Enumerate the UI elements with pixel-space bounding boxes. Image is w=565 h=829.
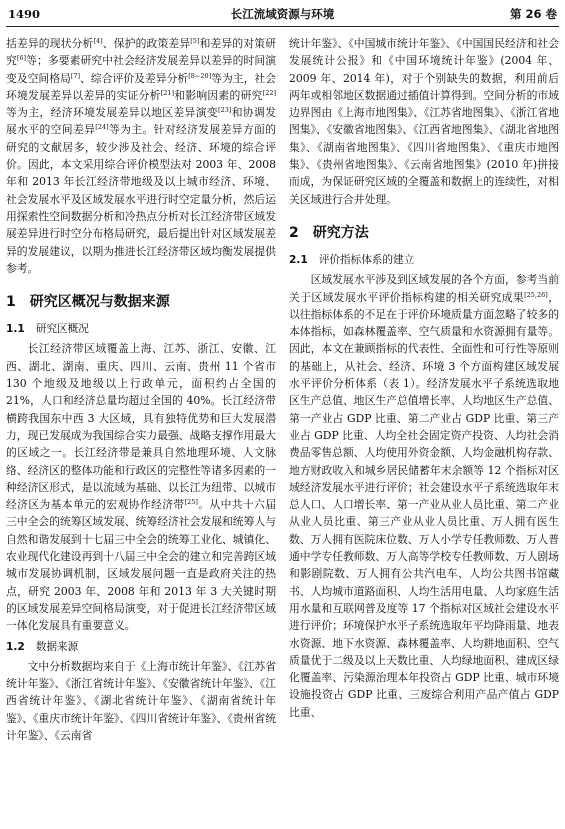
text-run: 、保护的政策差异 <box>102 37 191 50</box>
citation-marker: [21] <box>160 88 175 97</box>
text-run: 统计年鉴》、《中国城市统计年鉴》、《中国国民经济和社会发展统计公报》和《中国环境统计年鉴》(2004 年、2009 年、2014 年)，对于个别缺失的数据，利用前后两年或相邻地区数据通过插值计算得到。空间分析的市域边界图由《上海市地图集》、《江苏省地图集》、《浙江省地图集》、《安徽省地图集》、《江西省地图集》、《湖北省地图集》、《湖南省地图集》、《四川省地图集》、《重庆市地图集》、《贵州省地图集》、《云南省地图集》(2010 年)拼接而成，为保证研究区域的全覆盖和数据上的连续性，对相关区域进行合并处理。 <box>289 37 559 206</box>
citation-marker: [6] <box>16 54 27 63</box>
text-run: 文中分析数据均来自于《上海市统计年鉴》、《江苏省统计年鉴》、《浙江省统计年鉴》、《安徽省统计年鉴》、《江西省统计年鉴》、《湖北省统计年鉴》、《湖南省统计年鉴》、《重庆市统计年鉴》、《四川省统计年鉴》、《贵州省统计年鉴》、《云南省 <box>6 659 276 742</box>
section-2-heading: 2 研究方法 <box>289 224 369 241</box>
citation-marker: [25] <box>184 498 198 507</box>
text-run: 。从中共十六届三中全会的统筹区域发展、统筹经济社会发展和统筹人与自然和谐发展到十七届三中全会的统筹工业化、城镇化、农业现代化建设再到十八届三中全会的建立和完善跨区域城市发展协调机制，区域发展问题一直是政府关注的热点，研究 2003 年、2008 年和 2013 年 3 大关键时期的区域发展差异空间格局演变，对于促进长江经济带区域一体化发展具有重要意义。 <box>6 498 276 633</box>
subsection-number: 2.1 <box>289 253 308 266</box>
text-run: 区域发展水平涉及到区域发展的各个方面，参考当前关于区域发展水平评价指标构建的相关研究成果 <box>289 273 559 304</box>
subsection-title: 数据来源 <box>35 640 79 653</box>
left-column <box>6 35 276 825</box>
subsection-1-2-heading <box>6 639 276 656</box>
subsection-1-1-heading <box>6 321 276 338</box>
indicator-system-paragraph <box>289 271 559 721</box>
subsection-title: 评价指标体系的建立 <box>318 253 415 266</box>
page-header <box>8 4 557 24</box>
text-run: 括差异的现状分析 <box>6 37 94 50</box>
text-run: 和差异的对策研究 <box>6 37 276 68</box>
text-run: 等为主，经济环境发展差异以地区差异演变 <box>6 106 219 120</box>
text-run: 和影响因素的研究 <box>174 88 263 102</box>
subsection-number: 1.1 <box>6 323 25 336</box>
text-run: 等；多要素研究中社会经济发展差异以差异的时间演变及空间格局 <box>6 54 276 85</box>
citation-marker: [23] <box>218 106 232 115</box>
intro-paragraph <box>6 35 276 277</box>
data-source-continued-paragraph <box>289 35 559 208</box>
study-area-paragraph <box>6 340 276 634</box>
text-run: 和协调发展水平的空间差异 <box>6 106 276 137</box>
text-run: 等为主。针对经济发展差异方面的研究的文献居多，较少涉及社会、经济、环境的综合评价。因此，本文采用综合评价模型法对 2003 年、2008 年和 2013 年长江经济带地级及以上城市经济、环境、社会发展水平及区域发展水平进行时空定量分析，然后运用探索性空间数据分析和冷热点分析对长江经济带区域发展差异进行时空分布格局研究，最后提出针对区域发展差异的发展建议，以期为推进长江经济带区域均衡发展提供参考。 <box>6 123 276 275</box>
citation-marker: [25,26] <box>524 290 548 299</box>
page-number: 1490 <box>8 7 41 21</box>
text-run: 、综合评价及差异分析 <box>80 71 189 85</box>
citation-marker: [4] <box>93 37 103 45</box>
citation-marker: [22] <box>262 88 276 97</box>
text-run: 等为主，社会环境发展差异以差异的实证分析 <box>6 71 276 102</box>
subsection-title: 研究区概况 <box>35 323 89 336</box>
section-1-heading: 1 研究区概况与数据来源 <box>6 294 170 311</box>
subsection-2-1-heading <box>289 252 559 269</box>
citation-marker: [7] <box>70 71 81 80</box>
header-rule <box>6 26 559 27</box>
citation-marker: [8~20] <box>188 71 212 80</box>
subsection-number: 1.2 <box>6 640 25 653</box>
citation-marker: [24] <box>95 123 109 132</box>
right-column <box>289 35 559 825</box>
data-source-paragraph <box>6 658 276 744</box>
citation-marker: [5] <box>190 37 200 45</box>
text-run: ，以往指标体系的不足在于评价环境质量方面忽略了较多的本体指标，如森林覆盖率、空气质量和水资源拥有量等。因此，本文在兼顾指标的代表性、全面性和可行性等原则的基础上，从社会、经济、环境 3 个方面构建区域发展水平评价分析体系（表 1）。经济发展水平子系统选取地区生产总值、地区生产总值增长率、人均地区生产总值、第一产业占 GDP 比重、第二产业占 GDP 比重、第三产业占 GDP 比重、人均全社会固定资产投资、人均社会消费品零售总额、人均使用外资金额、人均金融机构存款、地方财政收入和城乡居民储蓄年末余额等 12 个指标对区域经济发展水平进行评价；社会建设水平子系统选取年末总人口、人口增长率、第一产业从业人员比重、第二产业从业人员比重、第三产业从业人员比重、万人拥有医生数、万人拥有医院床位数、万人小学专任教师数、万人普通中学专任教师数、万人高等学校专任教师数、万人剧场和影剧院数、万人拥有公共汽电车、人均公共图书馆藏书、人均城市道路面积、人均生活用电量、人均家庭生活用水量和互联网普及度等 17 个指标对区域社会建设水平进行评价；环境保护水平子系统选取年平均降雨量、地表水资源、地下水资源、森林覆盖率、人均耕地面积、空气质量优于二级及以上天数比重、人均绿地面积、建成区绿化覆盖率、污染源治理本年投资占 GDP 比重、城市环境设施投资占 GDP 比重、三废综合利用产品产值占 GDP 比重、 <box>289 290 559 719</box>
volume-label: 第 26 卷 <box>509 7 557 21</box>
text-run: 长江经济带区域覆盖上海、江苏、浙江、安徽、江西、湖北、湖南、重庆、四川、云南、贵州 11 个省市 130 个地级及地级以上行政单元，面积约占全国的 21%，人口和经济总量均超过全国的 40%。长江经济带横跨我国东中西 3 大区域，具有独特优势和巨大发展潜力，现已发展成为我国综合实力最强、战略支撑作用最大的区域之一。长江经济带是兼具自然地理环境、人文脉络、经济区的整体功能和行政区的完整性等诸多因素的一种经济区形式，是以流域为基础、以长江为纽带、以城市经济区为基本单元的宏观协作经济带 <box>6 342 276 512</box>
journal-title: 长江流域资源与环境 <box>230 7 335 21</box>
